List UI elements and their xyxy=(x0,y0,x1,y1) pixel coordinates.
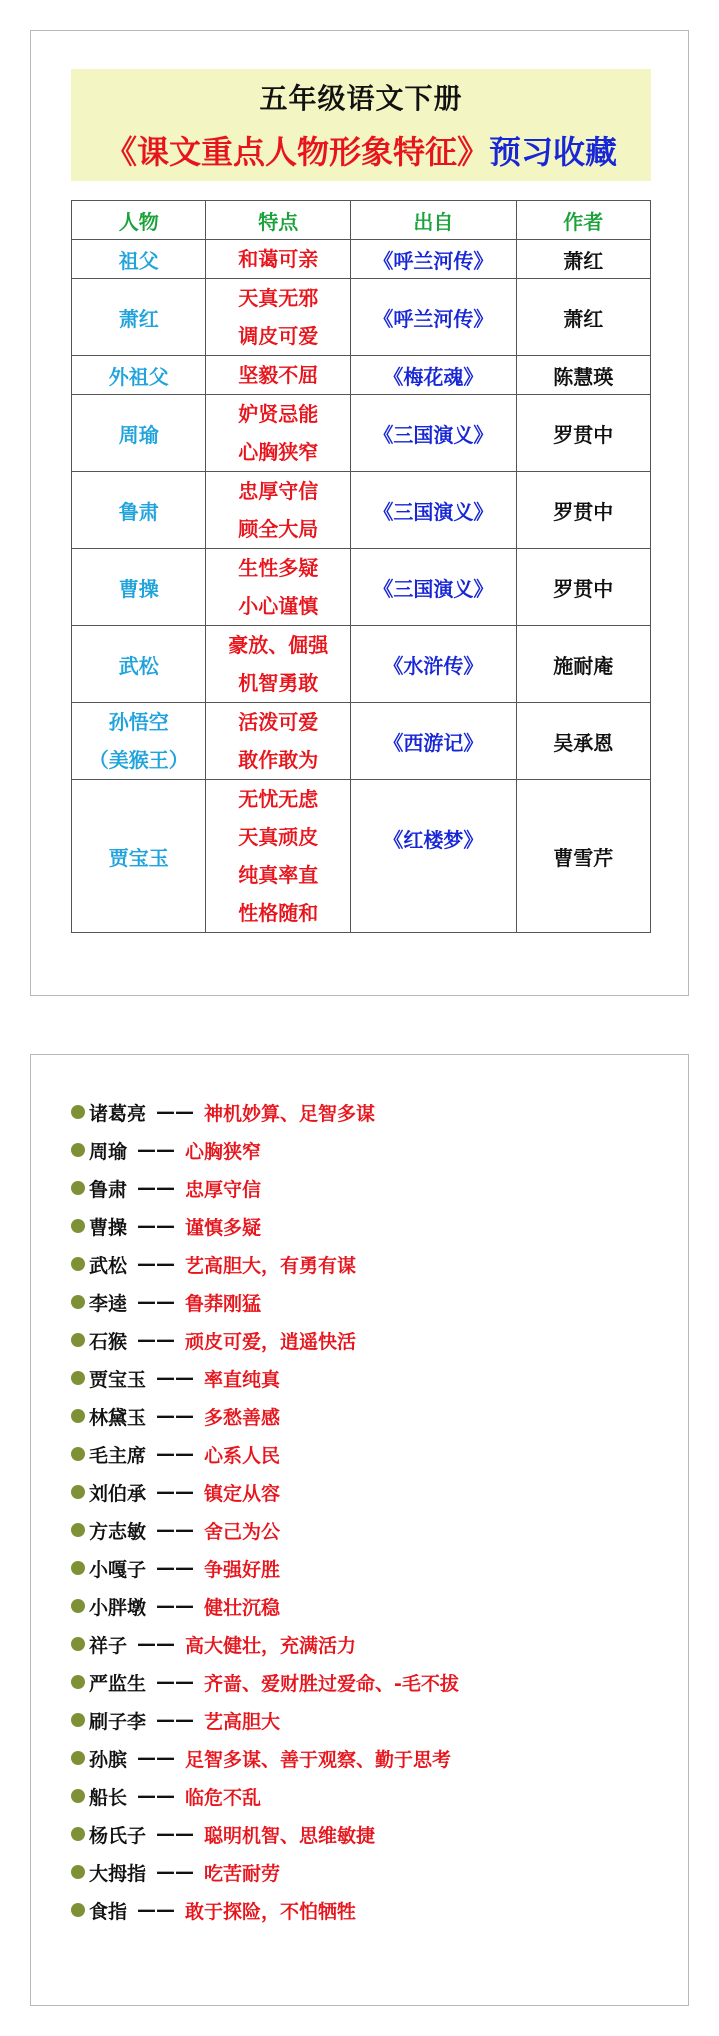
character-name: 小嘎子 xyxy=(89,1558,147,1581)
trait-text: 忠厚守信 xyxy=(238,479,319,503)
traits-cell xyxy=(206,626,351,703)
dash-separator: —— xyxy=(156,1101,195,1123)
source-cell: 《梅花魂》 xyxy=(351,356,516,395)
list-item xyxy=(71,1625,651,1663)
traits-cell xyxy=(206,472,351,549)
character-trait: 顽皮可爱，逍遥快活 xyxy=(185,1330,357,1353)
author-cell: 罗贯中 xyxy=(516,395,650,472)
list-item xyxy=(71,1853,651,1891)
author-cell: 罗贯中 xyxy=(516,472,650,549)
list-item xyxy=(71,1207,651,1245)
bullet-dot-icon xyxy=(71,1751,85,1765)
trait-text: 天真无邪 xyxy=(238,286,319,310)
list-item xyxy=(71,1549,651,1587)
source-cell: 《呼兰河传》 xyxy=(351,279,516,356)
character-trait: 谨慎多疑 xyxy=(185,1216,262,1239)
table-row xyxy=(72,356,651,395)
character-name: 刘伯承 xyxy=(89,1482,147,1505)
person-cell xyxy=(72,356,206,395)
dash-separator: —— xyxy=(156,1671,195,1693)
character-traits-table xyxy=(71,200,651,933)
bullet-dot-icon xyxy=(71,1371,85,1385)
person-alias: （美猴王） xyxy=(88,748,189,772)
character-name: 曹操 xyxy=(89,1216,128,1239)
table-row xyxy=(72,279,651,356)
dash-separator: —— xyxy=(156,1557,195,1579)
bullet-dot-icon xyxy=(71,1143,85,1157)
dash-separator: —— xyxy=(156,1709,195,1731)
person-name: 外祖父 xyxy=(108,364,169,389)
character-name: 杨氏子 xyxy=(89,1824,147,1847)
trait-text: 豪放、倔强 xyxy=(228,633,329,657)
table-header-row xyxy=(72,201,651,240)
person-name: 孙悟空 xyxy=(108,710,169,734)
bullet-dot-icon xyxy=(71,1219,85,1233)
table-row xyxy=(72,703,651,780)
character-list xyxy=(71,1093,651,1929)
trait-text: 生性多疑 xyxy=(238,556,319,580)
list-item xyxy=(71,1663,651,1701)
character-name: 小胖墩 xyxy=(89,1596,147,1619)
dash-separator: —— xyxy=(156,1595,195,1617)
list-item xyxy=(71,1397,651,1435)
author-cell: 罗贯中 xyxy=(516,549,650,626)
character-table-card xyxy=(30,30,689,996)
trait-text: 坚毅不屈 xyxy=(238,363,319,387)
traits-cell xyxy=(206,549,351,626)
bullet-dot-icon xyxy=(71,1561,85,1575)
bullet-dot-icon xyxy=(71,1599,85,1613)
list-item xyxy=(71,1169,651,1207)
character-name: 贾宝玉 xyxy=(89,1368,147,1391)
source-cell: 《西游记》 xyxy=(351,703,516,780)
column-header-person: 人物 xyxy=(72,201,206,240)
list-item xyxy=(71,1321,651,1359)
character-trait: 高大健壮，充满活力 xyxy=(185,1634,357,1657)
character-trait: 聪明机智、思维敏捷 xyxy=(204,1824,376,1847)
dash-separator: —— xyxy=(137,1177,176,1199)
trait-text: 顾全大局 xyxy=(238,517,319,541)
table-row xyxy=(72,240,651,279)
trait-text: 妒贤忌能 xyxy=(238,402,319,426)
list-item xyxy=(71,1815,651,1853)
author-cell: 曹雪芹 xyxy=(516,780,650,933)
bullet-dot-icon xyxy=(71,1523,85,1537)
person-name: 鲁肃 xyxy=(118,499,159,524)
author-cell: 吴承恩 xyxy=(516,703,650,780)
author-cell: 施耐庵 xyxy=(516,626,650,703)
dash-separator: —— xyxy=(156,1367,195,1389)
bullet-dot-icon xyxy=(71,1181,85,1195)
bullet-dot-icon xyxy=(71,1333,85,1347)
person-cell xyxy=(72,780,206,933)
trait-text: 性格随和 xyxy=(238,901,319,925)
character-trait: 神机妙算、足智多谋 xyxy=(204,1102,376,1125)
character-name: 周瑜 xyxy=(89,1140,128,1163)
trait-text: 心胸狭窄 xyxy=(238,440,319,464)
table-row xyxy=(72,472,651,549)
bullet-dot-icon xyxy=(71,1827,85,1841)
bullet-dot-icon xyxy=(71,1409,85,1423)
list-item xyxy=(71,1435,651,1473)
character-trait: 艺高胆大，有勇有谋 xyxy=(185,1254,357,1277)
dash-separator: —— xyxy=(156,1443,195,1465)
list-item xyxy=(71,1891,651,1929)
list-item xyxy=(71,1473,651,1511)
character-trait: 足智多谋、善于观察、勤于思考 xyxy=(185,1748,452,1771)
dash-separator: —— xyxy=(156,1861,195,1883)
person-name: 武松 xyxy=(118,653,159,678)
trait-text: 无忧无虑 xyxy=(238,787,319,811)
list-item xyxy=(71,1359,651,1397)
table-row xyxy=(72,626,651,703)
traits-cell xyxy=(206,395,351,472)
character-name: 林黛玉 xyxy=(89,1406,147,1429)
dash-separator: —— xyxy=(137,1253,176,1275)
bullet-dot-icon xyxy=(71,1789,85,1803)
character-trait: 多愁善感 xyxy=(204,1406,281,1429)
subtitle-tag: 预习收藏 xyxy=(489,133,618,171)
person-cell xyxy=(72,472,206,549)
table-row xyxy=(72,780,651,933)
person-name: 贾宝玉 xyxy=(108,845,169,870)
table-row xyxy=(72,549,651,626)
person-cell xyxy=(72,279,206,356)
author-cell: 萧红 xyxy=(516,240,650,279)
character-trait: 率直纯真 xyxy=(204,1368,281,1391)
character-name: 大拇指 xyxy=(89,1862,147,1885)
author-cell: 萧红 xyxy=(516,279,650,356)
bullet-dot-icon xyxy=(71,1257,85,1271)
author-cell: 陈慧瑛 xyxy=(516,356,650,395)
table-row xyxy=(72,395,651,472)
character-trait: 齐啬、爱财胜过爱命、-毛不拔 xyxy=(204,1672,459,1695)
character-trait: 鲁莽刚猛 xyxy=(185,1292,262,1315)
character-name: 祥子 xyxy=(89,1634,128,1657)
source-cell: 《水浒传》 xyxy=(351,626,516,703)
bullet-dot-icon xyxy=(71,1295,85,1309)
character-trait: 镇定从容 xyxy=(204,1482,281,1505)
person-cell xyxy=(72,703,206,780)
bullet-dot-icon xyxy=(71,1447,85,1461)
list-item xyxy=(71,1131,651,1169)
dash-separator: —— xyxy=(137,1215,176,1237)
character-name: 鲁肃 xyxy=(89,1178,128,1201)
person-name: 祖父 xyxy=(118,248,159,273)
trait-text: 机智勇敢 xyxy=(238,671,319,695)
list-item xyxy=(71,1701,651,1739)
traits-cell xyxy=(206,780,351,933)
person-name: 萧红 xyxy=(118,306,159,331)
character-trait: 忠厚守信 xyxy=(185,1178,262,1201)
bullet-dot-icon xyxy=(71,1865,85,1879)
page-title: 五年级语文下册 xyxy=(259,82,463,115)
trait-text: 天真顽皮 xyxy=(238,825,319,849)
bullet-dot-icon xyxy=(71,1485,85,1499)
list-item xyxy=(71,1777,651,1815)
source-cell: 《三国演义》 xyxy=(351,472,516,549)
list-item xyxy=(71,1739,651,1777)
character-trait: 心胸狭窄 xyxy=(185,1140,262,1163)
title-banner xyxy=(71,69,651,181)
character-name: 方志敏 xyxy=(89,1520,147,1543)
character-trait: 敢于探险，不怕牺牲 xyxy=(185,1900,357,1923)
trait-text: 调皮可爱 xyxy=(238,324,319,348)
bullet-dot-icon xyxy=(71,1903,85,1917)
character-name: 李逵 xyxy=(89,1292,128,1315)
traits-cell xyxy=(206,240,351,279)
character-name: 严监生 xyxy=(89,1672,147,1695)
traits-cell xyxy=(206,279,351,356)
column-header-source: 出自 xyxy=(351,201,516,240)
person-cell xyxy=(72,549,206,626)
bullet-dot-icon xyxy=(71,1713,85,1727)
subtitle-topic: 《课文重点人物形象特征》 xyxy=(104,133,489,171)
person-name: 周瑜 xyxy=(118,422,159,447)
character-trait: 临危不乱 xyxy=(185,1786,262,1809)
character-name: 刷子李 xyxy=(89,1710,147,1733)
person-cell xyxy=(72,395,206,472)
traits-cell xyxy=(206,356,351,395)
character-trait: 舍己为公 xyxy=(204,1520,281,1543)
character-name: 诸葛亮 xyxy=(89,1102,147,1125)
source-cell: 《红楼梦》 xyxy=(351,780,516,933)
source-cell: 《三国演义》 xyxy=(351,549,516,626)
list-item xyxy=(71,1587,651,1625)
column-header-author: 作者 xyxy=(516,201,650,240)
character-name: 食指 xyxy=(89,1900,128,1923)
character-name: 石猴 xyxy=(89,1330,128,1353)
character-trait: 吃苦耐劳 xyxy=(204,1862,281,1885)
character-trait: 艺高胆大 xyxy=(204,1710,281,1733)
dash-separator: —— xyxy=(137,1329,176,1351)
source-cell: 《呼兰河传》 xyxy=(351,240,516,279)
dash-separator: —— xyxy=(137,1747,176,1769)
traits-cell xyxy=(206,703,351,780)
trait-text: 和蔼可亲 xyxy=(238,247,319,271)
trait-text: 纯真率直 xyxy=(238,863,319,887)
person-cell xyxy=(72,626,206,703)
character-trait: 心系人民 xyxy=(204,1444,281,1467)
bullet-dot-icon xyxy=(71,1675,85,1689)
source-cell: 《三国演义》 xyxy=(351,395,516,472)
bullet-dot-icon xyxy=(71,1105,85,1119)
dash-separator: —— xyxy=(156,1519,195,1541)
dash-separator: —— xyxy=(137,1633,176,1655)
character-list-card xyxy=(30,1054,689,2006)
dash-separator: —— xyxy=(137,1139,176,1161)
dash-separator: —— xyxy=(156,1481,195,1503)
character-trait: 健壮沉稳 xyxy=(204,1596,281,1619)
character-name: 毛主席 xyxy=(89,1444,147,1467)
column-header-traits: 特点 xyxy=(206,201,351,240)
bullet-dot-icon xyxy=(71,1637,85,1651)
dash-separator: —— xyxy=(137,1291,176,1313)
trait-text: 活泼可爱 xyxy=(238,710,319,734)
dash-separator: —— xyxy=(156,1823,195,1845)
character-name: 武松 xyxy=(89,1254,128,1277)
list-item xyxy=(71,1093,651,1131)
list-item xyxy=(71,1245,651,1283)
trait-text: 敢作敢为 xyxy=(238,748,319,772)
person-cell xyxy=(72,240,206,279)
dash-separator: —— xyxy=(137,1899,176,1921)
dash-separator: —— xyxy=(137,1785,176,1807)
dash-separator: —— xyxy=(156,1405,195,1427)
list-item xyxy=(71,1283,651,1321)
character-name: 孙膑 xyxy=(89,1748,128,1771)
trait-text: 小心谨慎 xyxy=(238,594,319,618)
person-name: 曹操 xyxy=(118,576,159,601)
character-trait: 争强好胜 xyxy=(204,1558,281,1581)
page-subtitle xyxy=(71,127,651,173)
character-name: 船长 xyxy=(89,1786,128,1809)
list-item xyxy=(71,1511,651,1549)
